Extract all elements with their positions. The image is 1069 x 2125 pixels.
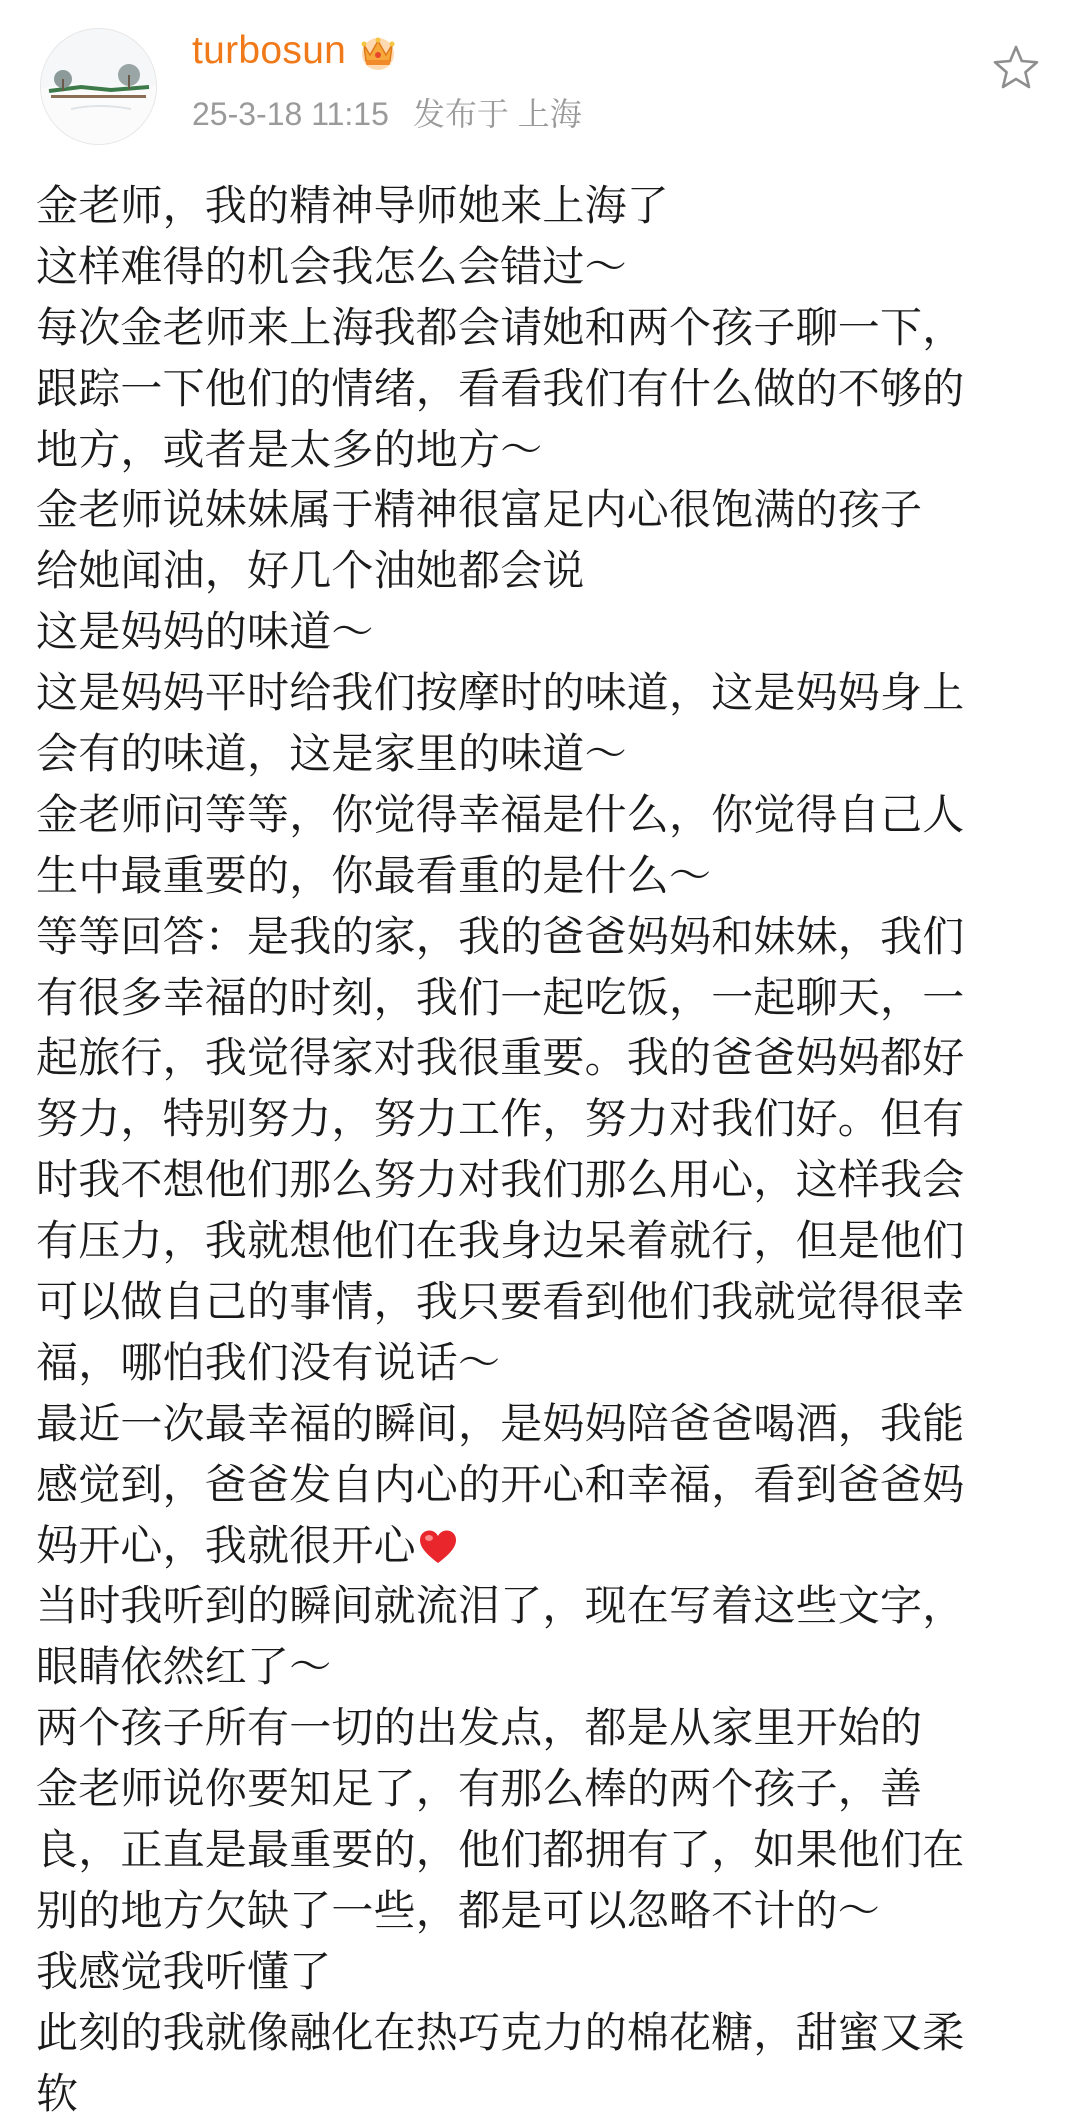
post-text-line — [36, 785, 1046, 846]
post-text-line — [36, 1394, 1046, 1455]
post-text-line-content: 这样难得的机会我怎么会错过～ — [36, 241, 627, 291]
post-text-line-content: 会有的味道，这是家里的味道～ — [36, 729, 627, 779]
post-text-line — [36, 541, 1046, 602]
post-text-line-content: 时我不想他们那么努力对我们那么用心，这样我会 — [36, 1155, 965, 1205]
post-text-line-content: 别的地方欠缺了一些，都是可以忽略不计的～ — [36, 1885, 881, 1935]
post-text-line-content: 有压力，我就想他们在我身边呆着就行，但是他们 — [36, 1216, 965, 1266]
post-text-line — [36, 1516, 1046, 1577]
post-text-line — [36, 663, 1046, 724]
author-avatar[interactable] — [40, 28, 157, 145]
crown-vip-icon — [356, 29, 400, 73]
post-text-line-content: 我感觉我听懂了 — [36, 1946, 332, 1996]
post-text-line — [36, 1637, 1046, 1698]
post-text-line — [36, 1759, 1046, 1820]
post-text-line — [36, 1211, 1046, 1272]
post-text-line-content: 感觉到，爸爸发自内心的开心和幸福，看到爸爸妈 — [36, 1459, 965, 1509]
post-text-line-content: 金老师问等等，你觉得幸福是什么，你觉得自己人 — [36, 789, 965, 839]
post-text-line — [36, 480, 1046, 541]
post-text-line-content: 有很多幸福的时刻，我们一起吃饭，一起聊天，一 — [36, 972, 965, 1022]
post-text-line — [36, 602, 1046, 663]
red-heart-emoji-icon — [418, 1529, 458, 1565]
post-text-line — [36, 359, 1046, 420]
post-text-line-content: 金老师说你要知足了，有那么棒的两个孩子，善 — [36, 1764, 923, 1814]
post-text-line — [36, 176, 1046, 237]
post-text-line — [36, 846, 1046, 907]
post-text-line-content: 跟踪一下他们的情绪，看看我们有什么做的不够的 — [36, 363, 965, 413]
author-name[interactable]: turbosun — [192, 29, 347, 72]
author-row — [192, 26, 400, 76]
avatar-snow-landscape-icon — [41, 29, 156, 144]
post-text-line-content: 眼睛依然红了～ — [36, 1642, 332, 1692]
post-text-line — [36, 2003, 1046, 2064]
post-text-line-content: 这是妈妈平时给我们按摩时的味道，这是妈妈身上 — [36, 668, 965, 718]
post-text-line — [36, 1820, 1046, 1881]
post-text-line — [36, 1150, 1046, 1211]
post-text-line-content: 起旅行，我觉得家对我很重要。我的爸爸妈妈都好 — [36, 1033, 965, 1083]
post-meta — [192, 92, 582, 136]
post-content — [36, 176, 1046, 2125]
post-text-line-content: 每次金老师来上海我都会请她和两个孩子聊一下， — [36, 302, 965, 352]
post-text-line — [36, 1698, 1046, 1759]
post-text-line — [36, 2064, 1046, 2125]
post-date: 25-3-18 11:15 — [192, 96, 389, 132]
post-text-line-content: 良，正直是最重要的，他们都拥有了，如果他们在 — [36, 1825, 965, 1875]
post-text-line-content: 地方，或者是太多的地方～ — [36, 424, 543, 474]
post-text-line — [36, 1881, 1046, 1942]
post-text-line — [36, 1455, 1046, 1516]
post-text-line-content: 当时我听到的瞬间就流泪了，现在写着这些文字， — [36, 1581, 965, 1631]
post-text-line-content: 可以做自己的事情，我只要看到他们我就觉得很幸 — [36, 1277, 965, 1327]
post-text-line — [36, 968, 1046, 1029]
post-header — [0, 0, 1069, 150]
post-text-line-content: 福，哪怕我们没有说话～ — [36, 1337, 501, 1387]
post-text-line — [36, 420, 1046, 481]
post-text-line-content: 金老师说妹妹属于精神很富足内心很饱满的孩子 — [36, 485, 923, 535]
post-text-line — [36, 1089, 1046, 1150]
post-text-line — [36, 1942, 1046, 2003]
post-text-line-content: 生中最重要的，你最看重的是什么～ — [36, 850, 712, 900]
post-text-line — [36, 1272, 1046, 1333]
post-text-line — [36, 907, 1046, 968]
post-text-line-content: 努力，特别努力，努力工作，努力对我们好。但有 — [36, 1094, 965, 1144]
post-text-line-content: 给她闻油，好几个油她都会说 — [36, 546, 585, 596]
post-text-line — [36, 1333, 1046, 1394]
post-text-line-content: 两个孩子所有一切的出发点，都是从家里开始的 — [36, 1703, 923, 1753]
post-text-line — [36, 1576, 1046, 1637]
post-text-line — [36, 1028, 1046, 1089]
post-location: 发布于 上海 — [412, 96, 582, 132]
post-text-line — [36, 237, 1046, 298]
post-text-line — [36, 724, 1046, 785]
post-text-line-content: 妈开心，我就很开心 — [36, 1520, 416, 1570]
post-text-line-content: 这是妈妈的味道～ — [36, 607, 374, 657]
post-text-line-content: 最近一次最幸福的瞬间，是妈妈陪爸爸喝酒，我能 — [36, 1398, 965, 1448]
post-text-line-content: 金老师，我的精神导师她来上海了 — [36, 181, 670, 230]
post-text-line-content: 此刻的我就像融化在热巧克力的棉花糖，甜蜜又柔 — [36, 2007, 965, 2057]
favorite-button[interactable] — [990, 42, 1042, 94]
star-outline-icon — [990, 42, 1042, 94]
post-text-line-content: 软 — [36, 2068, 79, 2118]
post-text-line-content: 等等回答：是我的家，我的爸爸妈妈和妹妹，我们 — [36, 911, 965, 961]
post-text-line — [36, 298, 1046, 359]
